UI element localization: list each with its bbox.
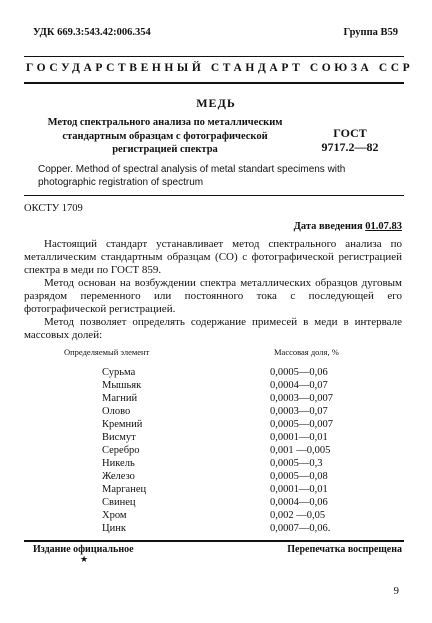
- table-row-range: 0,0005—0,08: [270, 471, 328, 482]
- table-row-range: 0,0004—0,07: [270, 380, 328, 391]
- table-row-element: Никель: [102, 458, 135, 469]
- table-row-range: 0,002 —0,05: [270, 510, 326, 521]
- table-row-element: Свинец: [102, 497, 136, 508]
- table-row-range: 0,0001—0,01: [270, 432, 328, 443]
- english-title: Copper. Method of spectral analysis of metal standart specimens with photographic registration of spectrum: [38, 164, 346, 188]
- table-row-range: 0,0001—0,01: [270, 484, 328, 495]
- table-row-range: 0,0005—0,3: [270, 458, 323, 469]
- table-row-range: 0,001 —0,005: [270, 445, 331, 456]
- group-code: Группа В59: [343, 27, 398, 38]
- gost-designation: [310, 126, 390, 154]
- table-row-element: Марганец: [102, 484, 147, 495]
- official-edition-label: Издание официальное: [33, 544, 134, 555]
- table-row-element: Магний: [102, 393, 138, 404]
- star-icon: ★: [80, 554, 89, 564]
- subject-title: МЕДЬ: [196, 96, 236, 110]
- table-row-element: Кремний: [102, 419, 143, 430]
- table-row-element: Хром: [102, 510, 127, 521]
- reprint-prohibited-label: Перепечатка воспрещена: [287, 544, 402, 555]
- state-standard-title: ГОСУДАРСТВЕННЫЙ СТАНДАРТ СОЮЗА ССР: [26, 62, 414, 74]
- state-title-rule: [24, 82, 404, 84]
- paragraph-principle: Метод основан на возбуждении спектра металлических образцов дуговым разрядом переменного или постоянного тока с последующей его фотографической регистрацией.: [24, 277, 402, 315]
- table-row-element: Железо: [102, 471, 135, 482]
- table-row-element: Мышьяк: [102, 380, 142, 391]
- okstu-rule: [24, 195, 404, 196]
- paragraph-scope: Настоящий стандарт устанавливает метод спектрального анализа по металлическим стандартным образцам (СО) с фотографической регистрацией спектра в меди по ГОСТ 859.: [24, 238, 402, 276]
- table-row-range: 0,0004—0,06: [270, 497, 328, 508]
- table-row-element: Цинк: [102, 523, 126, 534]
- table-row-range: 0,0003—0,007: [270, 393, 333, 404]
- table-row-range: 0,0007—0,06.: [270, 523, 331, 534]
- paragraph-range: Метод позволяет определять содержание примесей в меди в интервале массовых долей:: [24, 316, 402, 341]
- table-row-range: 0,0005—0,007: [270, 419, 333, 430]
- introduction-date: [294, 221, 402, 232]
- footer-rule: [24, 540, 404, 542]
- table-row-element: Олово: [102, 406, 131, 417]
- gost-number: 9717.2—82: [321, 140, 379, 154]
- top-rule: [24, 56, 404, 57]
- okstu-code: ОКСТУ 1709: [24, 203, 83, 214]
- table-row-range: 0,0003—0,07: [270, 406, 328, 417]
- udk-code: УДК 669.3:543.42:006.354: [33, 27, 151, 38]
- gost-label: ГОСТ: [333, 126, 367, 140]
- introduction-date-value: 01.07.83: [365, 221, 402, 232]
- method-title: Метод спектрального анализа по металлическим стандартным образцам с фотографической регистрацией спектра: [47, 117, 283, 155]
- table-row-element: Сурьма: [102, 367, 136, 378]
- page-number: 9: [393, 585, 399, 597]
- column-header-element: Определяемый элемент: [64, 347, 150, 357]
- table-row-element: Серебро: [102, 445, 140, 456]
- column-header-fraction: Массовая доля, %: [274, 347, 339, 357]
- table-row-element: Висмут: [102, 432, 136, 443]
- table-row-range: 0,0005—0,06: [270, 367, 328, 378]
- introduction-date-label: Дата введения: [293, 221, 363, 232]
